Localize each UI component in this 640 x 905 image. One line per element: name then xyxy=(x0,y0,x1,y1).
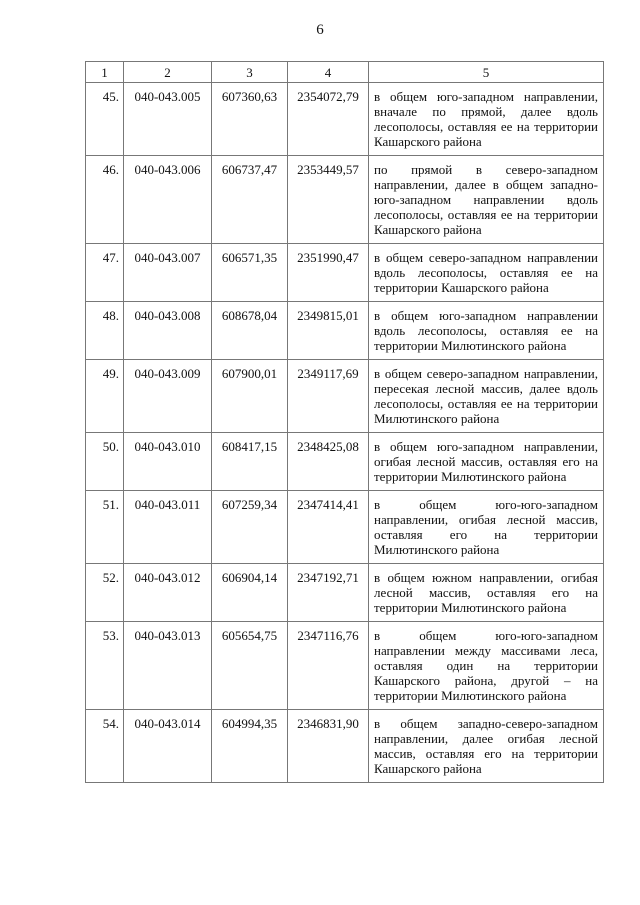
y-coordinate: 2348425,08 xyxy=(288,433,369,491)
y-coordinate: 2351990,47 xyxy=(288,244,369,302)
column-header-description: 5 xyxy=(369,62,604,83)
table-row xyxy=(86,302,604,360)
row-number: 48. xyxy=(86,302,124,360)
boundary-description: в общем юго-западном направлении, огибая лесной массив, оставляя его на территории Милютинского района xyxy=(369,433,604,491)
row-number: 54. xyxy=(86,710,124,783)
point-code: 040-043.011 xyxy=(124,491,212,564)
boundary-description: в общем южном направлении, огибая лесной массив, оставляя его на территории Милютинского района xyxy=(369,564,604,622)
table-header-row xyxy=(86,62,604,83)
boundary-description: в общем северо-западном направлении вдоль лесополосы, оставляя ее на территории Кашарского района xyxy=(369,244,604,302)
point-code: 040-043.007 xyxy=(124,244,212,302)
row-number: 52. xyxy=(86,564,124,622)
y-coordinate: 2347192,71 xyxy=(288,564,369,622)
x-coordinate: 606737,47 xyxy=(212,156,288,244)
x-coordinate: 608678,04 xyxy=(212,302,288,360)
row-number: 45. xyxy=(86,83,124,156)
boundary-description: в общем юго-юго-западном направлении, огибая лесной массив, оставляя его на территории Милютинского района xyxy=(369,491,604,564)
point-code: 040-043.012 xyxy=(124,564,212,622)
y-coordinate: 2354072,79 xyxy=(288,83,369,156)
y-coordinate: 2349815,01 xyxy=(288,302,369,360)
boundary-description: в общем западно-северо-западном направлении, далее огибая лесной массив, оставляя его на территории Кашарского района xyxy=(369,710,604,783)
x-coordinate: 607360,63 xyxy=(212,83,288,156)
y-coordinate: 2346831,90 xyxy=(288,710,369,783)
boundary-description: в общем северо-западном направлении, пересекая лесной массив, далее вдоль лесополосы, оставляя ее на территории Милютинского района xyxy=(369,360,604,433)
boundary-points-table xyxy=(85,61,604,783)
table-row xyxy=(86,491,604,564)
column-header-point-code: 2 xyxy=(124,62,212,83)
table-row xyxy=(86,710,604,783)
row-number: 50. xyxy=(86,433,124,491)
point-code: 040-043.013 xyxy=(124,622,212,710)
boundary-description: по прямой в северо-западном направлении, далее в общем западно-юго-западном направлении вдоль лесополосы, оставляя ее на территории Кашарского района xyxy=(369,156,604,244)
table-row xyxy=(86,433,604,491)
x-coordinate: 607259,34 xyxy=(212,491,288,564)
boundary-description: в общем юго-западном направлении вдоль лесополосы, оставляя ее на территории Милютинского района xyxy=(369,302,604,360)
row-number: 53. xyxy=(86,622,124,710)
x-coordinate: 605654,75 xyxy=(212,622,288,710)
x-coordinate: 608417,15 xyxy=(212,433,288,491)
x-coordinate: 604994,35 xyxy=(212,710,288,783)
boundary-description: в общем юго-западном направлении, вначале по прямой, далее вдоль лесополосы, оставляя ее на территории Кашарского района xyxy=(369,83,604,156)
x-coordinate: 607900,01 xyxy=(212,360,288,433)
column-header-number: 1 xyxy=(86,62,124,83)
table-row xyxy=(86,83,604,156)
table-row xyxy=(86,360,604,433)
table-row xyxy=(86,622,604,710)
row-number: 47. xyxy=(86,244,124,302)
point-code: 040-043.014 xyxy=(124,710,212,783)
point-code: 040-043.006 xyxy=(124,156,212,244)
row-number: 49. xyxy=(86,360,124,433)
column-header-y-coordinate: 4 xyxy=(288,62,369,83)
table-row xyxy=(86,564,604,622)
table-row xyxy=(86,244,604,302)
y-coordinate: 2347116,76 xyxy=(288,622,369,710)
point-code: 040-043.008 xyxy=(124,302,212,360)
table-body xyxy=(86,83,604,783)
point-code: 040-043.009 xyxy=(124,360,212,433)
row-number: 51. xyxy=(86,491,124,564)
x-coordinate: 606571,35 xyxy=(212,244,288,302)
x-coordinate: 606904,14 xyxy=(212,564,288,622)
boundary-description: в общем юго-юго-западном направлении между массивами леса, оставляя один на территории Кашарского района, другой – на территории Милютинского района xyxy=(369,622,604,710)
y-coordinate: 2347414,41 xyxy=(288,491,369,564)
y-coordinate: 2353449,57 xyxy=(288,156,369,244)
column-header-x-coordinate: 3 xyxy=(212,62,288,83)
table-row xyxy=(86,156,604,244)
point-code: 040-043.005 xyxy=(124,83,212,156)
point-code: 040-043.010 xyxy=(124,433,212,491)
page-number: 6 xyxy=(316,22,324,38)
y-coordinate: 2349117,69 xyxy=(288,360,369,433)
row-number: 46. xyxy=(86,156,124,244)
